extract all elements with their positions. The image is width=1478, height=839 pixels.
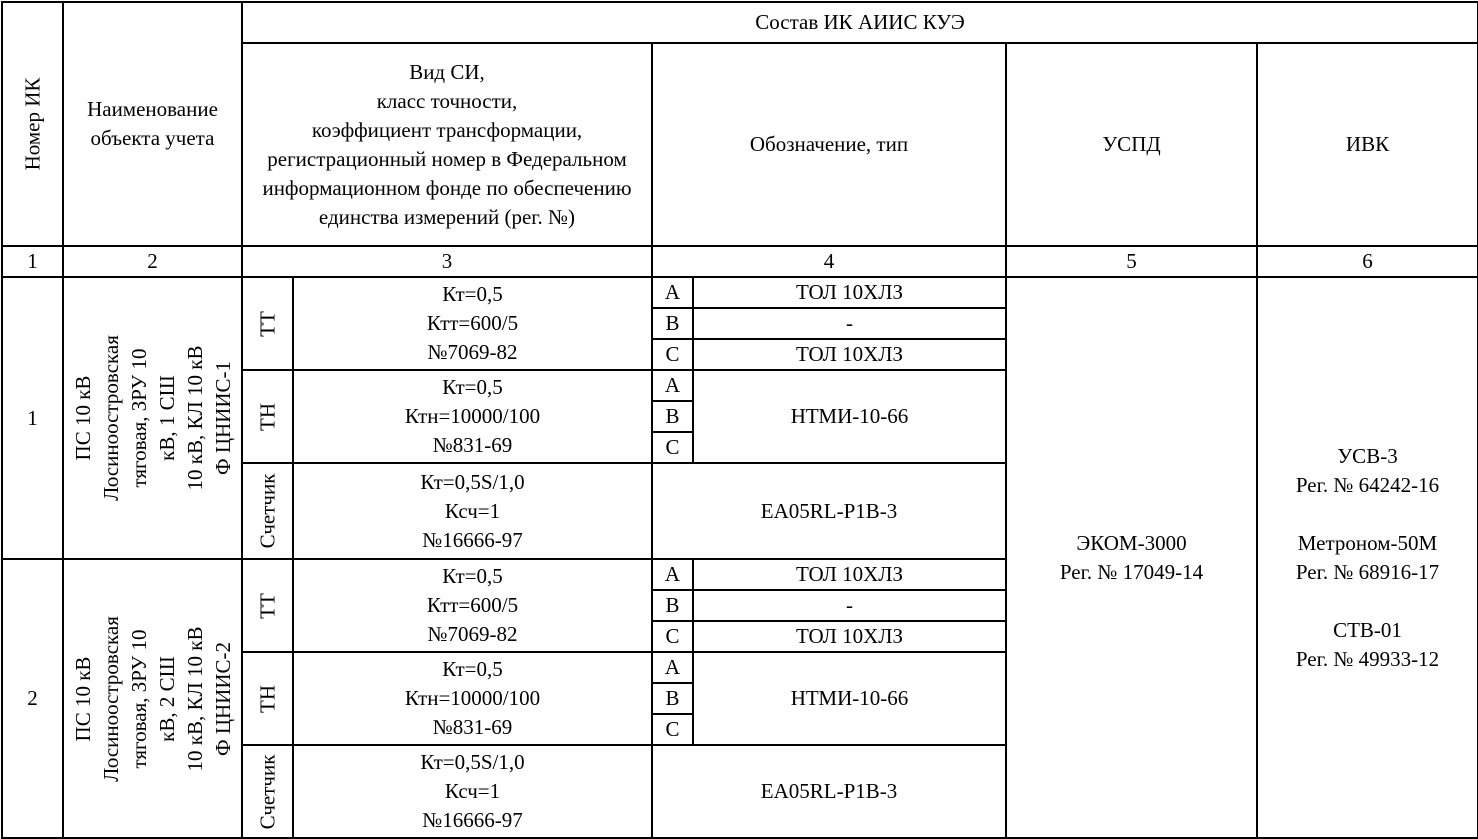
tn-spec: Кт=0,5 Ктн=10000/100 №831-69 <box>293 370 652 463</box>
tt-type: - <box>693 590 1006 621</box>
column-number: 6 <box>1257 246 1478 277</box>
ik-number: 1 <box>2 277 63 559</box>
uspd-value: ЭКОМ-3000 Рег. № 17049-14 <box>1006 277 1257 838</box>
meter-label: Счетчик <box>242 463 293 559</box>
column-number: 3 <box>242 246 652 277</box>
tt-type: ТОЛ 10ХЛЗ <box>693 559 1006 590</box>
phase-label: С <box>652 432 693 463</box>
tt-spec: Кт=0,5 Ктт=600/5 №7069-82 <box>293 277 652 370</box>
object-name: ПС 10 кВ Лосиноостровская тяговая, ЗРУ 10 кВ, 1 СШ 10 кВ, КЛ 10 кВ Ф ЦНИИС-1 <box>63 277 242 559</box>
header-ivk: ИВК <box>1257 43 1478 246</box>
meter-label: Счетчик <box>242 745 293 838</box>
tn-spec: Кт=0,5 Ктн=10000/100 №831-69 <box>293 652 652 745</box>
object-name: ПС 10 кВ Лосиноостровская тяговая, ЗРУ 10 кВ, 2 СШ 10 кВ, КЛ 10 кВ Ф ЦНИИС-2 <box>63 559 242 838</box>
header-uspd: УСПД <box>1006 43 1257 246</box>
phase-label: А <box>652 559 693 590</box>
tn-type: НТМИ-10-66 <box>693 370 1006 463</box>
tn-label: ТН <box>242 370 293 463</box>
column-number: 2 <box>63 246 242 277</box>
phase-label: В <box>652 308 693 339</box>
meter-type: ЕА05RL-P1B-3 <box>652 463 1006 559</box>
tt-spec: Кт=0,5 Ктт=600/5 №7069-82 <box>293 559 652 652</box>
ik-number: 2 <box>2 559 63 838</box>
phase-label: В <box>652 683 693 714</box>
tt-label: ТТ <box>242 559 293 652</box>
column-number: 4 <box>652 246 1006 277</box>
header-object-name: Наименование объекта учета <box>63 2 242 246</box>
tn-type: НТМИ-10-66 <box>693 652 1006 745</box>
column-number: 1 <box>2 246 63 277</box>
header-designation: Обозначение, тип <box>652 43 1006 246</box>
column-number: 5 <box>1006 246 1257 277</box>
meter-spec: Кт=0,5S/1,0 Ксч=1 №16666-97 <box>293 463 652 559</box>
phase-label: В <box>652 401 693 432</box>
tt-type: ТОЛ 10ХЛЗ <box>693 277 1006 308</box>
aiis-kue-table <box>1 1 1478 839</box>
phase-label: В <box>652 590 693 621</box>
phase-label: А <box>652 370 693 401</box>
meter-spec: Кт=0,5S/1,0 Ксч=1 №16666-97 <box>293 745 652 838</box>
header-composition: Состав ИК АИИС КУЭ <box>242 2 1478 43</box>
phase-label: С <box>652 621 693 652</box>
header-si-type: Вид СИ, класс точности, коэффициент трансформации, регистрационный номер в Федеральном информационном фонде по обеспечению единства измерений (рег. №) <box>242 43 652 246</box>
meter-type: ЕА05RL-P1B-3 <box>652 745 1006 838</box>
tt-type: ТОЛ 10ХЛЗ <box>693 621 1006 652</box>
phase-label: С <box>652 714 693 745</box>
tt-label: ТТ <box>242 277 293 370</box>
tn-label: ТН <box>242 652 293 745</box>
ivk-value: УСВ-3 Рег. № 64242-16 Метроном-50М Рег. № 68916-17 СТВ-01 Рег. № 49933-12 <box>1257 277 1478 838</box>
tt-type: ТОЛ 10ХЛЗ <box>693 339 1006 370</box>
phase-label: А <box>652 652 693 683</box>
header-ik-number: Номер ИК <box>2 2 63 246</box>
phase-label: А <box>652 277 693 308</box>
tt-type: - <box>693 308 1006 339</box>
phase-label: С <box>652 339 693 370</box>
